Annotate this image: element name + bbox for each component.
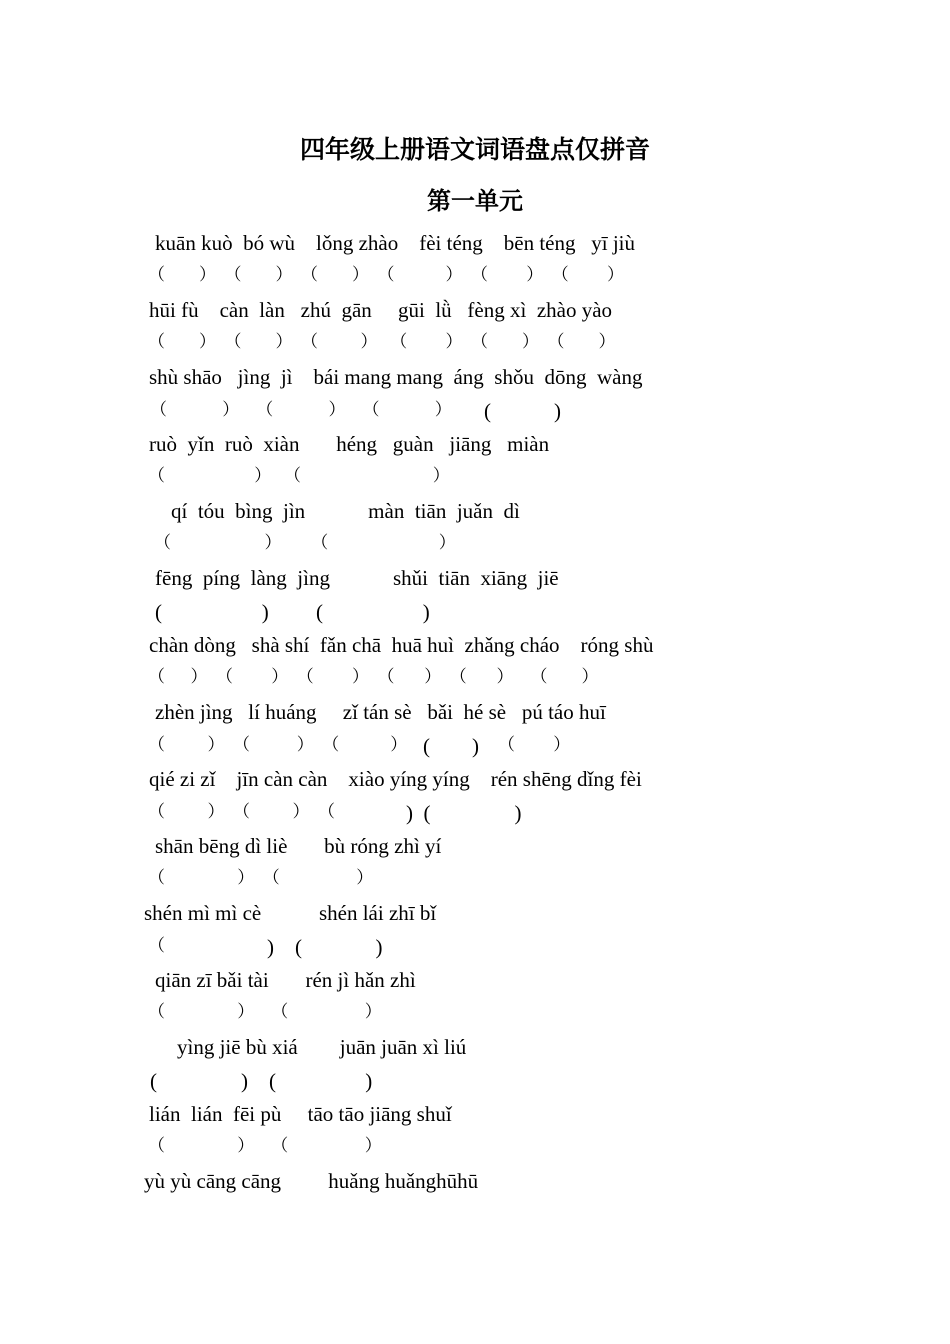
answer-blanks: ) ( ) [406, 801, 522, 825]
pinyin-line: yìng jiē bù xiá juān juān xì liú [177, 1035, 467, 1059]
answer-blanks: ) ( ) [267, 935, 383, 959]
pinyin-line: qiān zī bǎi tài rén jì hǎn zhì [155, 968, 416, 992]
pinyin-line: shān bēng dì liè bù róng zhì yí [155, 834, 442, 858]
answer-blanks: （ ） （ ） [154, 533, 456, 552]
answer-blanks: （ ） （ ） （ ） （ ） （ ） （ ） [148, 667, 599, 686]
answer-blanks: （ ） （ ） [148, 1136, 382, 1155]
pinyin-line: zhèn jìng lí huáng zǐ tán sè bǎi hé sè pú táo huī [155, 700, 606, 724]
answer-blanks: （ ） [498, 735, 571, 754]
pinyin-line: shén mì mì cè shén lái zhī bǐ [144, 901, 437, 925]
answer-blanks: ( ) ( ) [155, 600, 430, 624]
answer-blanks: ( ) [423, 734, 479, 758]
pinyin-line: yù yù cāng cāng huǎng huǎnghūhū [144, 1169, 479, 1193]
pinyin-line: ruò yǐn ruò xiàn héng guàn jiāng miàn [149, 432, 550, 456]
answer-blanks: （ ） （ ） [148, 466, 450, 485]
pinyin-line: chàn dòng shà shí fǎn chā huā huì zhǎng cháo róng shù [149, 633, 654, 657]
answer-blanks: （ ） （ ） （ ） [150, 400, 452, 419]
pinyin-line: qí tóu bìng jìn màn tiān juǎn dì [171, 499, 520, 523]
unit-title: 第一单元 [427, 186, 523, 215]
answer-blanks: ( ) [484, 399, 561, 423]
answer-blanks: （ ） （ ） （ ） （ ） （ ） （ ） [148, 332, 616, 351]
pinyin-line: fēng píng làng jìng shǔi tiān xiāng jiē [155, 566, 559, 590]
answer-blanks: （ [148, 936, 250, 955]
answer-blanks: （ ） （ ） [148, 868, 374, 887]
pinyin-line: shù shāo jìng jì bái mang mang áng shǒu dōng wàng [149, 365, 643, 389]
answer-blanks: ( ) ( ) [150, 1069, 373, 1093]
answer-blanks: （ ） （ ） （ ） （ ） （ ） （ ） [148, 265, 624, 284]
pinyin-line: kuān kuò bó wù lǒng zhào fèi téng bēn téng yī jiù [155, 231, 635, 255]
pinyin-line: hūi fù càn làn zhú gān gūi lǜ fèng xì zhào yào [149, 298, 613, 322]
pinyin-line: qié zi zǐ jīn càn càn xiào yíng yíng rén shēng dǐng fèi [149, 767, 642, 791]
pinyin-line: lián lián fēi pù tāo tāo jiāng shuǐ [149, 1102, 452, 1126]
answer-blanks: （ ） （ ） （ [148, 802, 386, 821]
document-title: 四年级上册语文词语盘点仅拼音 [299, 135, 650, 164]
answer-blanks: （ ） （ ） （ ） [148, 735, 408, 754]
answer-blanks: （ ） （ ） [148, 1002, 382, 1021]
